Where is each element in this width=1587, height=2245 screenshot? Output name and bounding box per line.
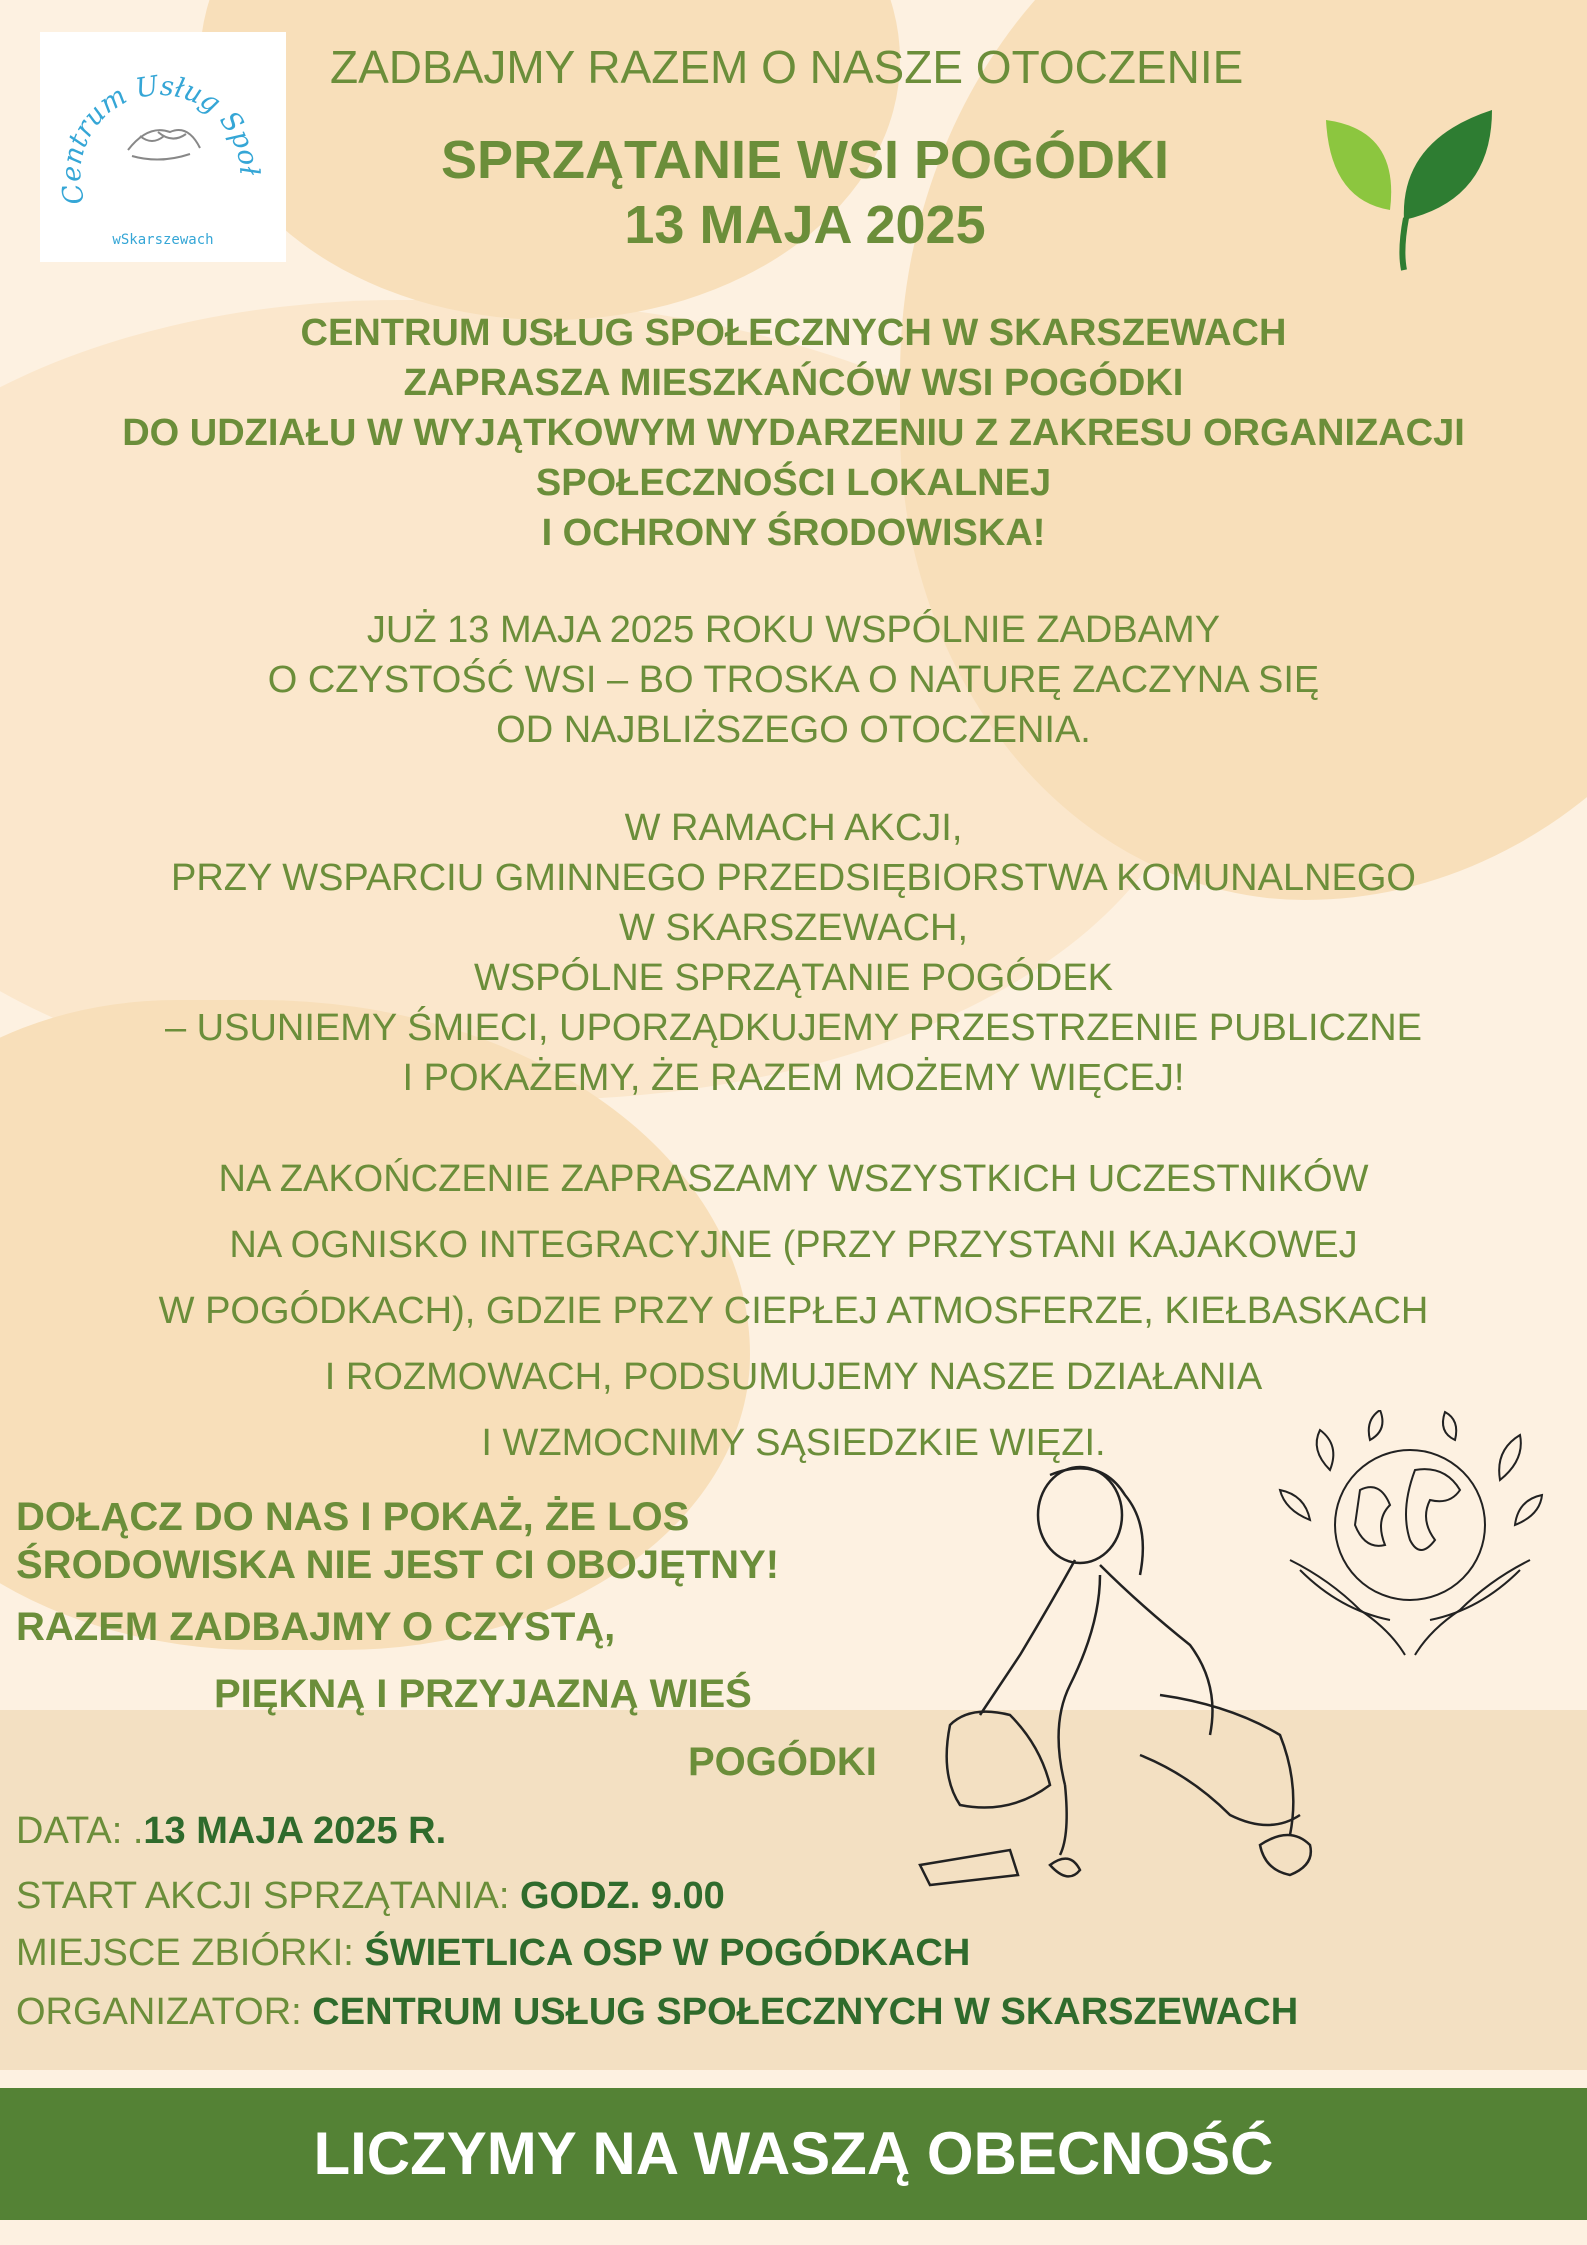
paragraph-line: WSPÓLNE SPRZĄTANIE POGÓDEK [473,957,1114,999]
cta-line: POGÓDKI [688,1740,877,1784]
paragraph-line: OD NAJBLIŻSZEGO OTOCZENIA. [496,709,1091,751]
detail-start [16,1871,725,1921]
paragraph-line: NA ZAKOŃCZENIE ZAPRASZAMY WSZYSTKICH UCZESTNIKÓW [218,1158,1369,1200]
woman-cleaning-illustration [900,1455,1340,1900]
paragraph-line: NA OGNISKO INTEGRACYJNE (PRZY PRZYSTANI KAJAKOWEJ [229,1224,1358,1266]
cta-line: RAZEM ZADBAJMY O CZYSTĄ, [16,1605,616,1649]
detail-value: 13 MAJA 2025 R. [143,1810,447,1852]
invitation-line: ZAPRASZA MIESZKAŃCÓW WSI POGÓDKI [403,362,1184,404]
logo-sub-text: wSkarszewach [112,232,214,248]
paragraph-line: O CZYSTOŚĆ WSI – BO TROSKA O NATURĘ ZACZYNA SIĘ [267,659,1320,701]
detail-place [16,1928,970,1978]
logo [40,32,286,262]
invitation-line: DO UDZIAŁU W WYJĄTKOWYM WYDARZENIU Z ZAKRESU ORGANIZACJI [122,412,1465,454]
detail-label: MIEJSCE ZBIÓRKI: [16,1932,365,1974]
logo-graphic [40,32,286,262]
detail-label: ORGANIZATOR: [16,1991,313,2033]
cta-line: ŚRODOWISKA NIE JEST CI OBOJĘTNY! [16,1543,780,1587]
paragraph-line: – USUNIEMY ŚMIECI, UPORZĄDKUJEMY PRZESTRZENIE PUBLICZNE [164,1007,1423,1049]
detail-label: START AKCJI SPRZĄTANIA: [16,1875,520,1917]
paragraph-action [0,803,1587,1103]
invitation [0,308,1587,558]
paragraph-line: W SKARSZEWACH, [618,907,969,949]
cta-line: PIĘKNĄ I PRZYJAZNĄ WIEŚ [214,1672,752,1716]
detail-date [16,1806,446,1856]
invitation-line: CENTRUM USŁUG SPOŁECZNYCH W SKARSZEWACH [300,312,1287,354]
paragraph-line: I ROZMOWACH, PODSUMUJEMY NASZE DZIAŁANIA [324,1356,1263,1398]
detail-label: DATA: . [16,1810,144,1852]
footer-banner: LICZYMY NA WASZĄ OBECNOŚĆ [0,2088,1587,2220]
leaves-icon [1320,100,1500,275]
paragraph-date [0,605,1587,755]
paragraph-line: I WZMOCNIMY SĄSIEDZKIE WIĘZI. [481,1422,1106,1464]
handshake-icon [128,130,200,160]
paragraph-line: W POGÓDKACH), GDZIE PRZY CIEPŁEJ ATMOSFERZE, KIEŁBASKACH [158,1290,1429,1332]
detail-organizer [16,1987,1298,2037]
paragraph-line: W RAMACH AKCJI, [624,807,963,849]
page-title [330,128,1280,258]
tagline: ZADBAJMY RAZEM O NASZE OTOCZENIE [330,41,1244,93]
invitation-line: I OCHRONY ŚRODOWISKA! [541,512,1046,554]
paragraph-line: JUŻ 13 MAJA 2025 ROKU WSPÓLNIE ZADBAMY [366,609,1221,651]
paragraph-line: PRZY WSPARCIU GMINNEGO PRZEDSIĘBIORSTWA KOMUNALNEGO [170,857,1416,899]
title-date: 13 MAJA 2025 [624,195,986,255]
detail-value: CENTRUM USŁUG SPOŁECZNYCH W SKARSZEWACH [312,1991,1299,2033]
invitation-line: SPOŁECZNOŚCI LOKALNEJ [535,462,1052,504]
cta-line: DOŁĄCZ DO NAS I POKAŻ, ŻE LOS [16,1495,690,1539]
svg-text:Centrum Usług Społecznych [40,32,264,207]
logo-arc-text: Centrum Usług Społ [56,70,265,208]
detail-value: ŚWIETLICA OSP W POGÓDKACH [364,1932,971,1974]
paragraph-line: I POKAŻEMY, ŻE RAZEM MOŻEMY WIĘCEJ! [402,1057,1185,1099]
detail-value: GODZ. 9.00 [519,1875,725,1917]
title-line: SPRZĄTANIE WSI POGÓDKI [440,130,1170,190]
